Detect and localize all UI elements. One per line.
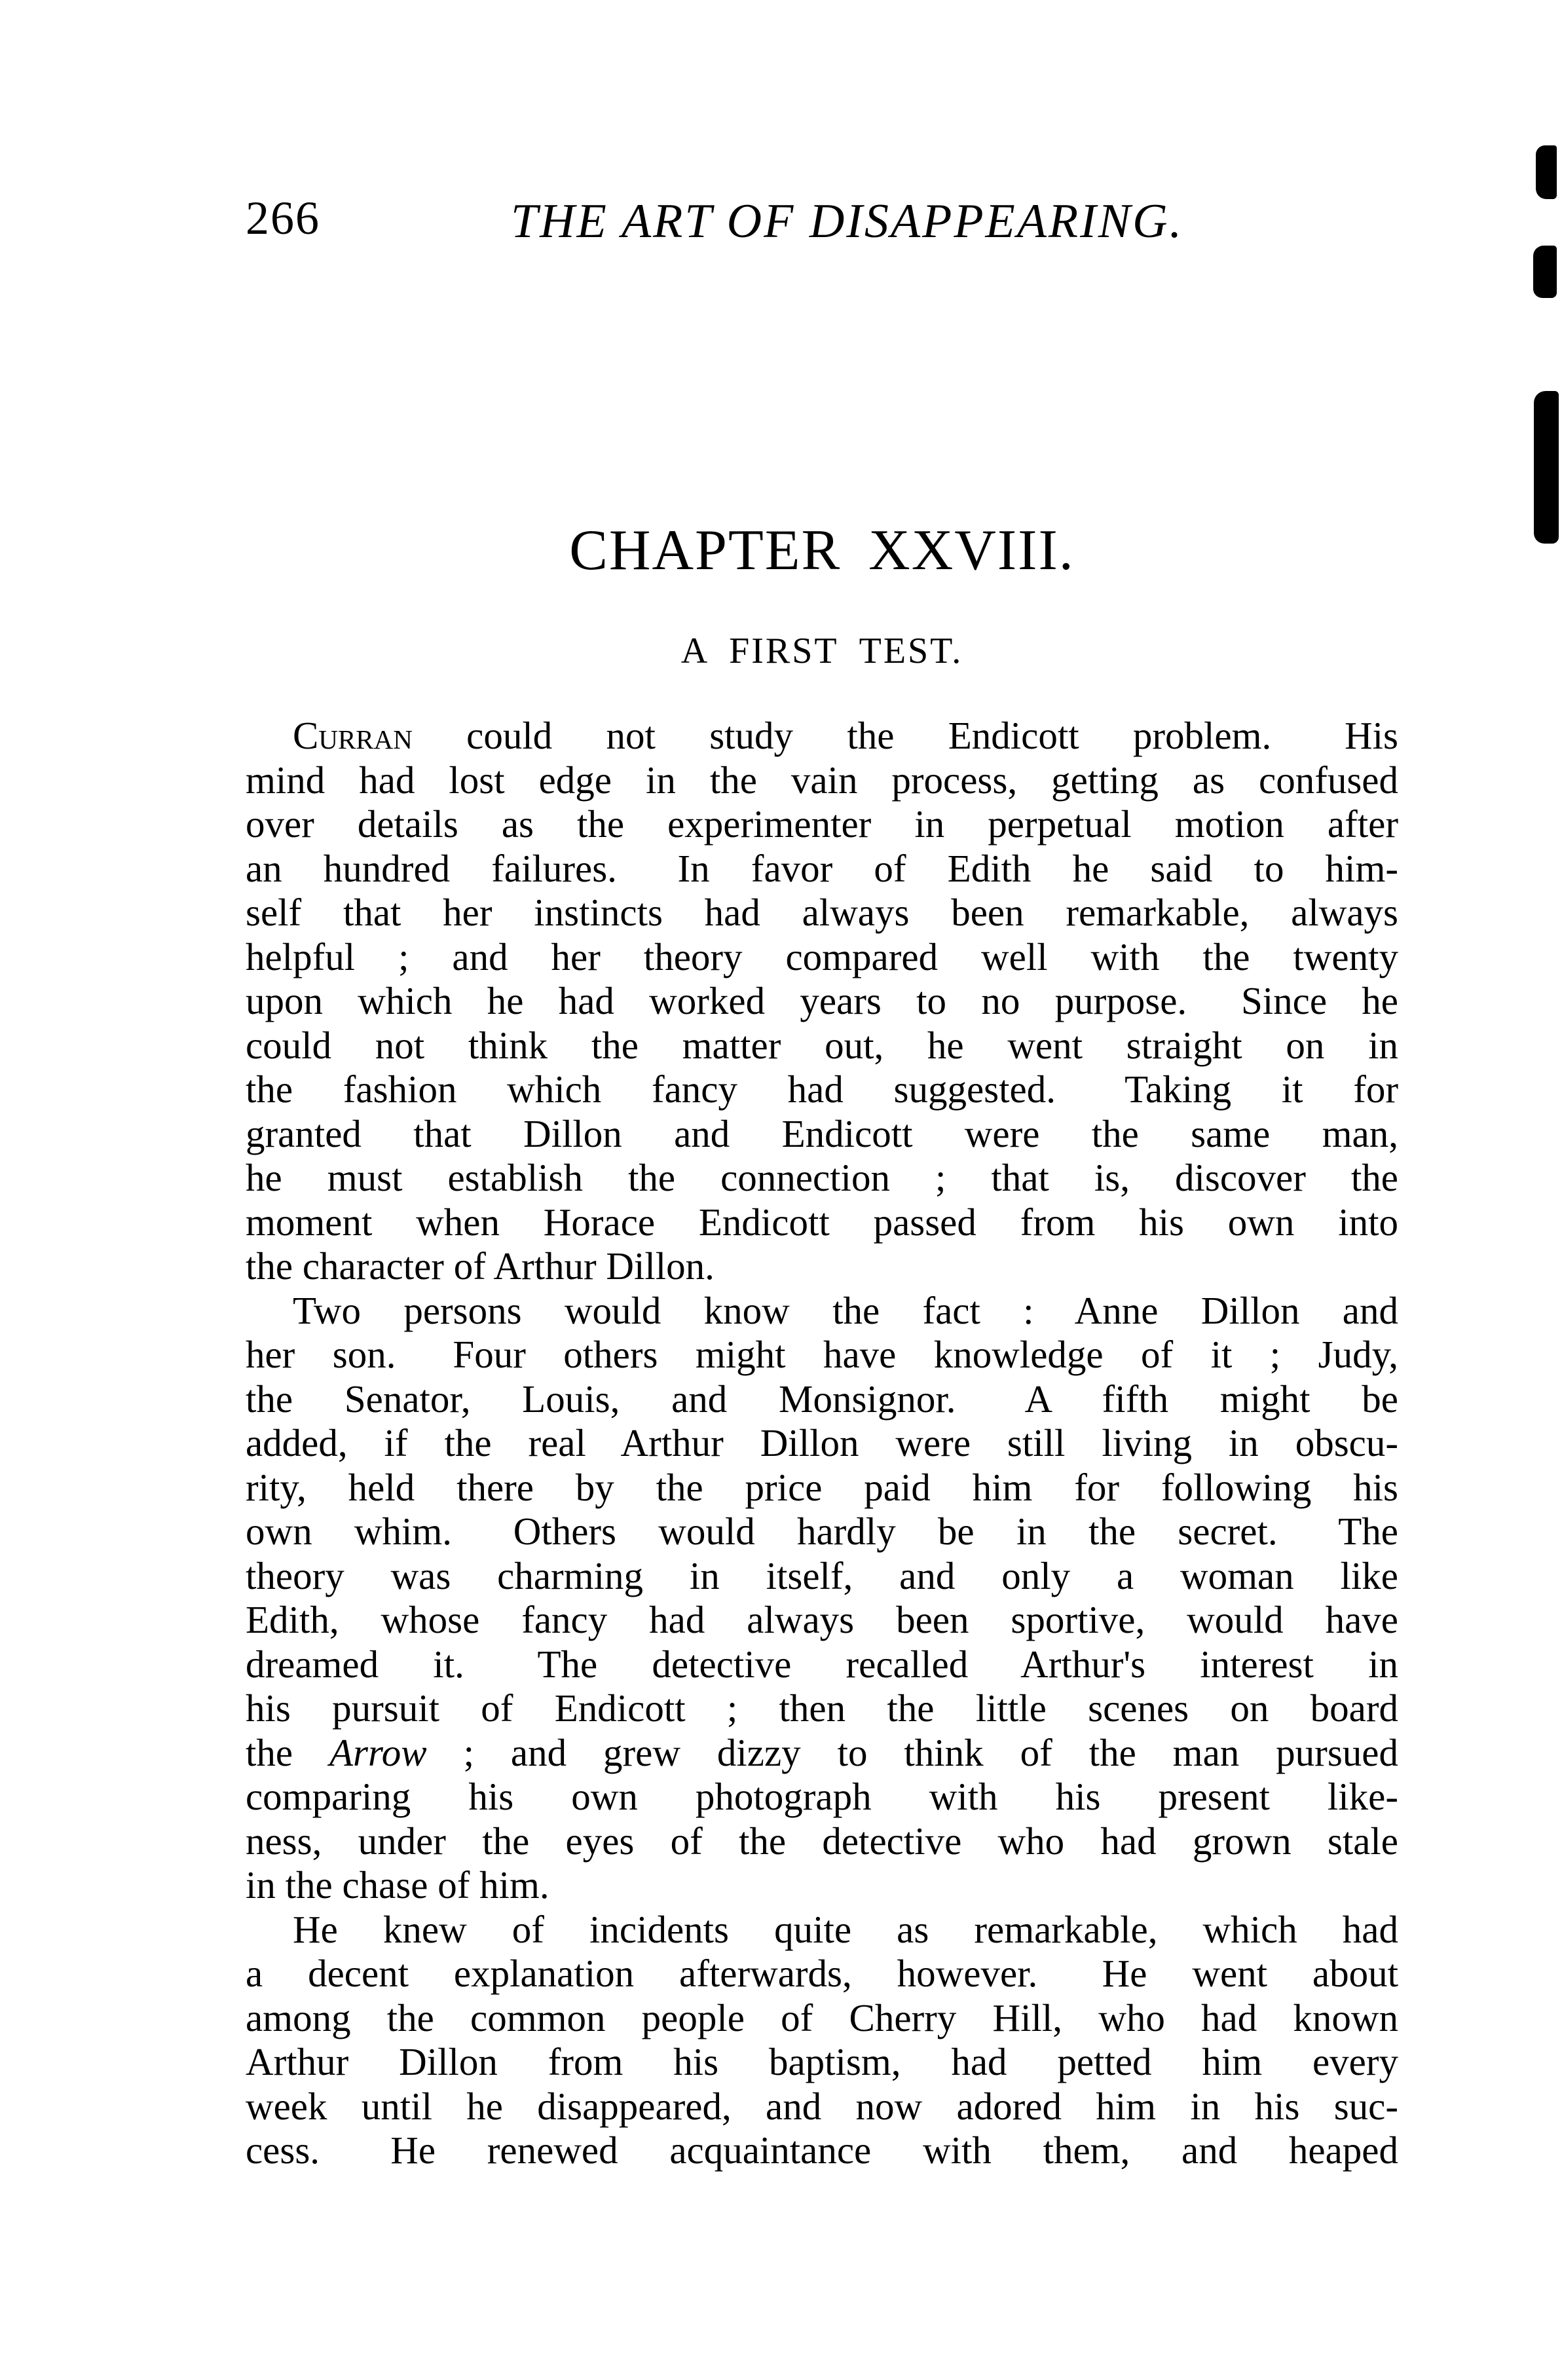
text-line: he must establish the connection ; that is, discover the <box>246 1156 1398 1199</box>
text-line: could not think the matter out, he went straight on in <box>246 1023 1398 1067</box>
text-line: among the common people of Cherry Hill, who had known <box>246 1996 1398 2039</box>
text-line: the character of Arthur Dillon. <box>246 1244 715 1288</box>
text-line: granted that Dillon and Endicott were the same man, <box>246 1111 1398 1155</box>
scan-ink-mark <box>1534 391 1559 544</box>
text-line: added, if the real Arthur Dillon were still living in obscu- <box>246 1421 1398 1464</box>
text-line: Two persons would know the fact : Anne Dillon and <box>293 1288 1398 1332</box>
text-line: comparing his own photograph with his present like- <box>246 1775 1398 1818</box>
text-line: rity, held there by the price paid him for following his <box>246 1465 1398 1509</box>
chapter-heading: CHAPTER XXVIII. <box>569 519 1075 582</box>
text-line: Arthur Dillon from his baptism, had petted him every <box>246 2040 1398 2083</box>
text-line: his pursuit of Endicott ; then the little scenes on board <box>246 1686 1398 1730</box>
text-line: the Arrow ; and grew dizzy to think of the man pursued <box>246 1730 1398 1774</box>
text-line: self that her instincts had always been remarkable, always <box>246 891 1398 934</box>
page-number: 266 <box>246 192 320 244</box>
text-line: Curran could not study the Endicott problem. His <box>293 714 1398 757</box>
text-line: He knew of incidents quite as remarkable, which had <box>293 1907 1398 1951</box>
text-line: theory was charming in itself, and only a woman like <box>246 1553 1398 1597</box>
text-line: an hundred failures. In favor of Edith he said to him- <box>246 846 1398 890</box>
text-line: helpful ; and her theory compared well with the twenty <box>246 935 1398 978</box>
text-line: cess. He renewed acquaintance with them, and heaped <box>246 2129 1398 2172</box>
text-line: moment when Horace Endicott passed from his own into <box>246 1200 1398 1244</box>
text-line: the Senator, Louis, and Monsignor. A fifth might be <box>246 1377 1398 1421</box>
text-line: Edith, whose fancy had always been sportive, would have <box>246 1598 1398 1641</box>
text-line: in the chase of him. <box>246 1863 549 1906</box>
text-line: upon which he had worked years to no purpose. Since he <box>246 979 1398 1022</box>
scan-ink-mark <box>1533 246 1557 298</box>
text-line: the fashion which fancy had suggested. Taking it for <box>246 1068 1398 1111</box>
text-line: week until he disappeared, and now adored him in his suc- <box>246 2084 1398 2128</box>
text-line: ness, under the eyes of the detective who had grown stale <box>246 1819 1398 1863</box>
text-line: a decent explanation afterwards, however. He went about <box>246 1952 1398 1995</box>
text-line: mind had lost edge in the vain process, getting as confused <box>246 758 1398 802</box>
body-text <box>246 714 1398 2173</box>
text-line: her son. Four others might have knowledge of it ; Judy, <box>246 1333 1398 1376</box>
text-line: dreamed it. The detective recalled Arthur's interest in <box>246 1642 1398 1686</box>
chapter-subtitle: A FIRST TEST. <box>680 631 963 671</box>
text-line: own whim. Others would hardly be in the secret. The <box>246 1510 1398 1553</box>
text-line: over details as the experimenter in perpetual motion after <box>246 802 1398 846</box>
running-header-title: THE ART OF DISAPPEARING. <box>511 195 1184 248</box>
scan-ink-mark <box>1536 145 1557 199</box>
